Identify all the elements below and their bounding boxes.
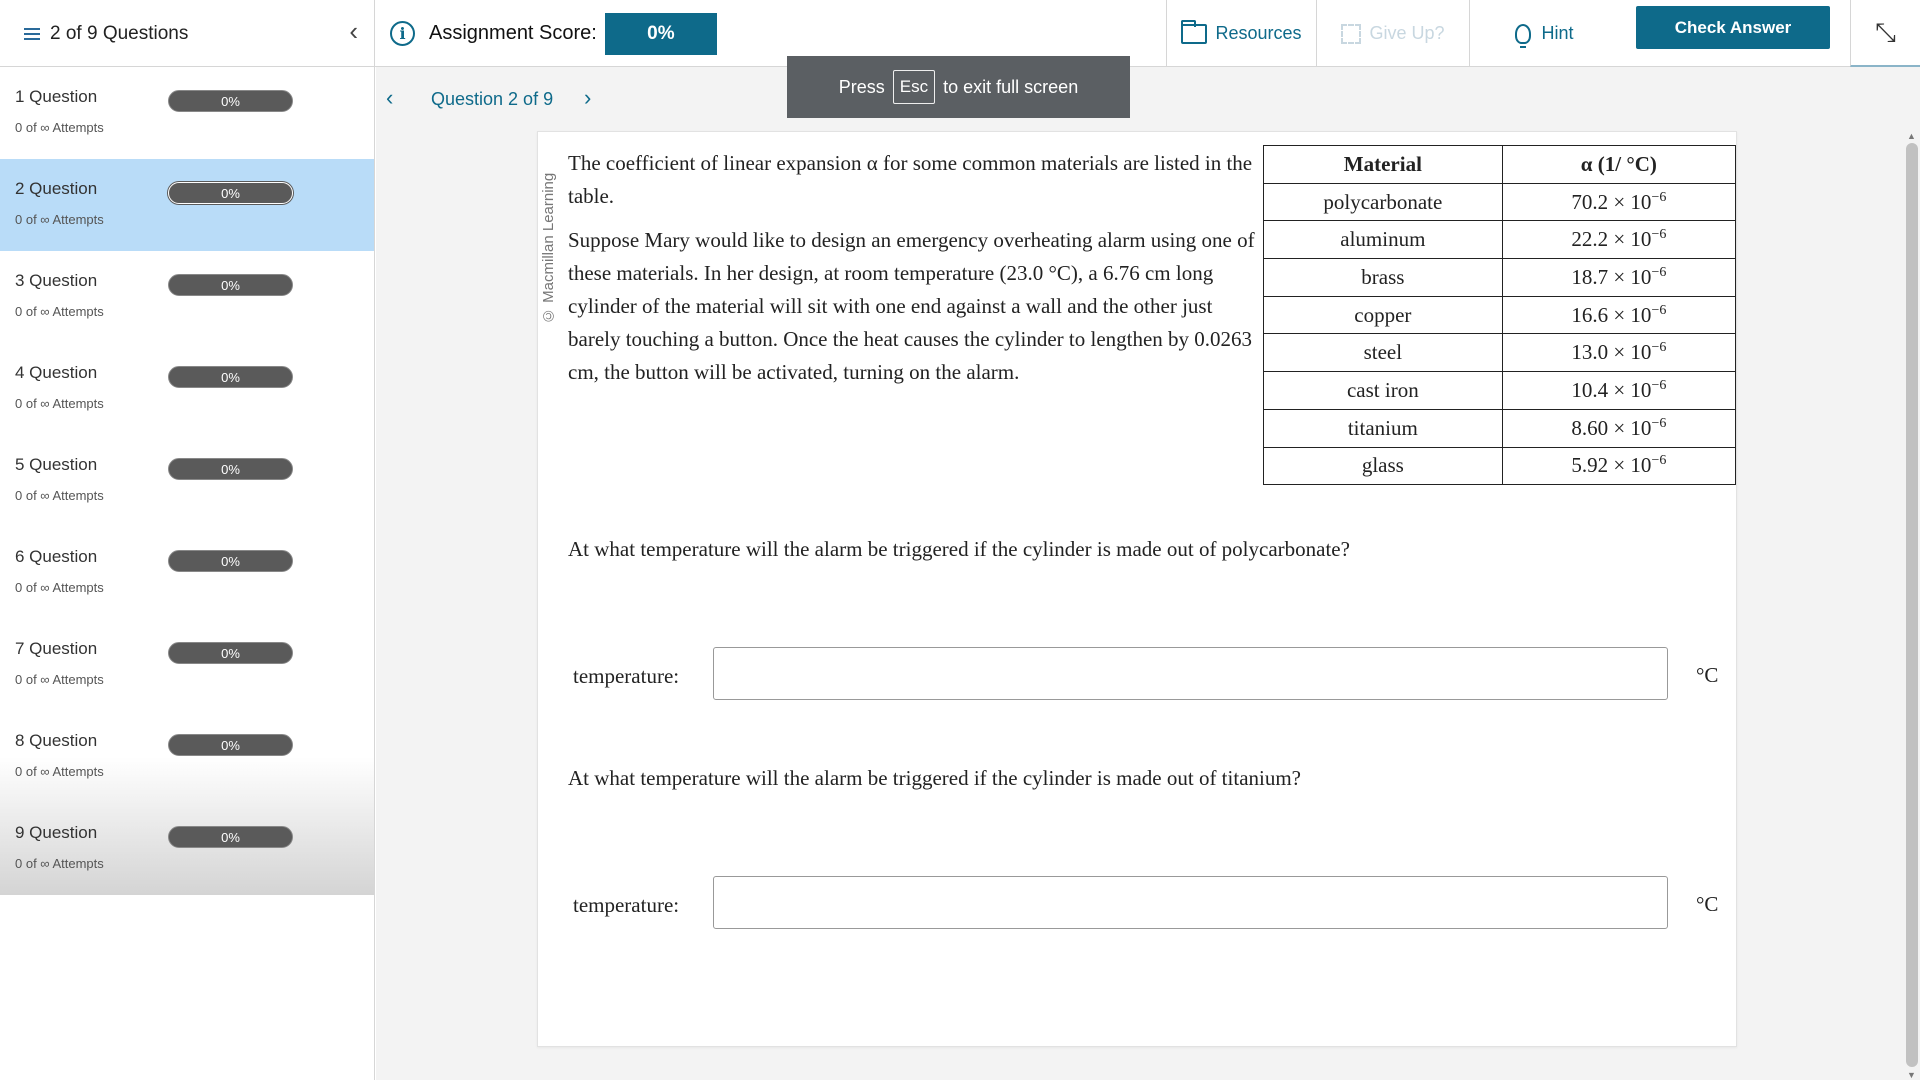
next-question-button[interactable]: › bbox=[584, 85, 592, 110]
part1-prompt: At what temperature will the alarm be triggered if the cylinder is made out of polycarbonate? bbox=[568, 537, 1350, 561]
material-cell: titanium bbox=[1264, 409, 1503, 447]
part2-answer-label: temperature: bbox=[573, 893, 680, 917]
attempts-label: 0 of ∞ Attempts bbox=[15, 304, 104, 319]
problem-statement bbox=[568, 147, 1263, 400]
collapse-arrows-icon: ⤡ bbox=[1875, 16, 1896, 47]
material-cell: brass bbox=[1264, 259, 1503, 297]
sidebar-item-question-5[interactable] bbox=[0, 435, 374, 527]
material-cell: aluminum bbox=[1264, 221, 1503, 259]
banner-press-text: Press bbox=[838, 76, 885, 97]
resources-button[interactable] bbox=[1166, 0, 1316, 67]
attempts-label: 0 of ∞ Attempts bbox=[15, 672, 104, 687]
question-title: 8 Question bbox=[15, 731, 98, 750]
give-up-icon bbox=[1341, 24, 1361, 44]
alpha-cell: $18.7 \times 10^{-6}$ bbox=[1502, 259, 1735, 297]
part1-temperature-input[interactable] bbox=[713, 647, 1668, 700]
question-title: 6 Question bbox=[15, 547, 98, 566]
hint-button[interactable] bbox=[1469, 0, 1619, 67]
question-sidebar bbox=[0, 67, 375, 1080]
alpha-cell: $70.2 \times 10^{-6}$ bbox=[1502, 183, 1735, 221]
assignment-score-value: 0% bbox=[605, 13, 717, 55]
scroll-down-icon[interactable]: ▼ bbox=[1907, 1070, 1916, 1080]
table-row bbox=[1264, 296, 1736, 334]
material-cell: polycarbonate bbox=[1264, 183, 1503, 221]
resources-label: Resources bbox=[1215, 23, 1302, 43]
scrollbar-thumb[interactable] bbox=[1906, 143, 1918, 1067]
part1-unit-label: °C bbox=[1696, 663, 1719, 687]
progress-pill: 0% bbox=[168, 366, 293, 388]
list-icon bbox=[24, 27, 40, 41]
question-title: 3 Question bbox=[15, 271, 98, 290]
hint-label: Hint bbox=[1541, 23, 1574, 43]
progress-pill: 0% bbox=[168, 826, 293, 848]
question-title: 4 Question bbox=[15, 363, 98, 382]
attempts-label: 0 of ∞ Attempts bbox=[15, 580, 104, 595]
table-row bbox=[1264, 409, 1736, 447]
progress-pill: 0% bbox=[168, 734, 293, 756]
progress-pill: 0% bbox=[168, 458, 293, 480]
give-up-label: Give Up? bbox=[1369, 23, 1445, 43]
attempts-label: 0 of ∞ Attempts bbox=[15, 764, 104, 779]
alpha-cell: $22.2 \times 10^{-6}$ bbox=[1502, 221, 1735, 259]
previous-question-button[interactable]: ‹ bbox=[386, 85, 394, 110]
table-header-row bbox=[1264, 146, 1736, 184]
material-cell: steel bbox=[1264, 334, 1503, 372]
material-cell: glass bbox=[1264, 447, 1503, 485]
progress-pill: 0% bbox=[168, 550, 293, 572]
fullscreen-exit-banner bbox=[787, 56, 1130, 118]
alpha-cell: $8.60 \times 10^{-6}$ bbox=[1502, 409, 1735, 447]
table-row bbox=[1264, 221, 1736, 259]
check-answer-button[interactable]: Check Answer bbox=[1636, 6, 1830, 49]
alpha-cell: $16.6 \times 10^{-6}$ bbox=[1502, 296, 1735, 334]
material-cell: cast iron bbox=[1264, 372, 1503, 410]
exit-fullscreen-button[interactable] bbox=[1850, 0, 1920, 67]
question-title: 2 Question bbox=[15, 179, 98, 198]
question-title: 1 Question bbox=[15, 87, 98, 106]
attempts-label: 0 of ∞ Attempts bbox=[15, 212, 104, 227]
column-header-alpha: α (1/ °C) bbox=[1502, 146, 1735, 184]
table-row bbox=[1264, 183, 1736, 221]
progress-pill: 0% bbox=[168, 642, 293, 664]
sidebar-item-question-4[interactable] bbox=[0, 343, 374, 435]
problem-paragraph-2: Suppose Mary would like to design an emergency overheating alarm using one of these materials. In her design, at room temperature (23.0 °C), a 6.76 cm long cylinder of the material will sit with one end against a wall and the other just barely touching a button. Once the heat causes the cylinder to lengthen by 0.0263 cm, the button will be activated, turning on the alarm. bbox=[568, 228, 1255, 384]
problem-paragraph-1: The coefficient of linear expansion α for some common materials are listed in the table. bbox=[568, 151, 1253, 208]
collapse-sidebar-button[interactable]: ‹ bbox=[349, 16, 358, 46]
question-card bbox=[537, 131, 1737, 1047]
sidebar-item-question-6[interactable] bbox=[0, 527, 374, 619]
part2-prompt: At what temperature will the alarm be triggered if the cylinder is made out of titanium? bbox=[568, 766, 1302, 790]
sidebar-item-question-9[interactable] bbox=[0, 803, 374, 895]
sidebar-item-question-2[interactable] bbox=[0, 159, 374, 251]
scroll-up-icon[interactable]: ▲ bbox=[1907, 131, 1916, 141]
content-scrollbar[interactable] bbox=[1903, 131, 1920, 1080]
attempts-label: 0 of ∞ Attempts bbox=[15, 396, 104, 411]
attempts-label: 0 of ∞ Attempts bbox=[15, 488, 104, 503]
question-navigation bbox=[376, 67, 1920, 131]
question-title: 9 Question bbox=[15, 823, 98, 842]
part1-answer-label: temperature: bbox=[573, 664, 680, 688]
part2-temperature-input[interactable] bbox=[713, 876, 1668, 929]
sidebar-item-question-7[interactable] bbox=[0, 619, 374, 711]
part2-unit-label: °C bbox=[1696, 892, 1719, 916]
sidebar-item-question-8[interactable] bbox=[0, 711, 374, 803]
alpha-cell: $10.4 \times 10^{-6}$ bbox=[1502, 372, 1735, 410]
expansion-coefficient-table bbox=[1263, 145, 1736, 485]
progress-pill: 0% bbox=[168, 90, 293, 112]
esc-key-badge: Esc bbox=[893, 70, 935, 104]
question-title: 5 Question bbox=[15, 455, 98, 474]
sidebar-item-question-1[interactable] bbox=[0, 67, 374, 159]
question-title: 7 Question bbox=[15, 639, 98, 658]
lightbulb-icon bbox=[1515, 24, 1531, 44]
attempts-label: 0 of ∞ Attempts bbox=[15, 120, 104, 135]
question-count-label: 2 of 9 Questions bbox=[50, 22, 189, 44]
copyright-notice: © Macmillan Learning bbox=[540, 172, 557, 324]
alpha-cell: $5.92 \times 10^{-6}$ bbox=[1502, 447, 1735, 485]
column-header-material: Material bbox=[1264, 146, 1503, 184]
question-list-toggle[interactable] bbox=[0, 0, 375, 67]
sidebar-item-question-3[interactable] bbox=[0, 251, 374, 343]
assignment-score-label: Assignment Score: bbox=[429, 22, 597, 44]
banner-rest-text: to exit full screen bbox=[943, 76, 1079, 97]
progress-pill: 0% bbox=[168, 274, 293, 296]
give-up-button[interactable] bbox=[1316, 0, 1469, 67]
assignment-score bbox=[390, 0, 717, 67]
table-row bbox=[1264, 447, 1736, 485]
attempts-label: 0 of ∞ Attempts bbox=[15, 856, 104, 871]
progress-pill: 0% bbox=[168, 182, 293, 204]
main-content bbox=[376, 67, 1920, 1080]
table-row bbox=[1264, 372, 1736, 410]
info-icon[interactable]: i bbox=[390, 21, 415, 46]
material-cell: copper bbox=[1264, 296, 1503, 334]
table-row bbox=[1264, 334, 1736, 372]
alpha-cell: $13.0 \times 10^{-6}$ bbox=[1502, 334, 1735, 372]
table-row bbox=[1264, 259, 1736, 297]
question-position-label: Question 2 of 9 bbox=[431, 89, 554, 109]
folder-icon bbox=[1181, 24, 1207, 44]
